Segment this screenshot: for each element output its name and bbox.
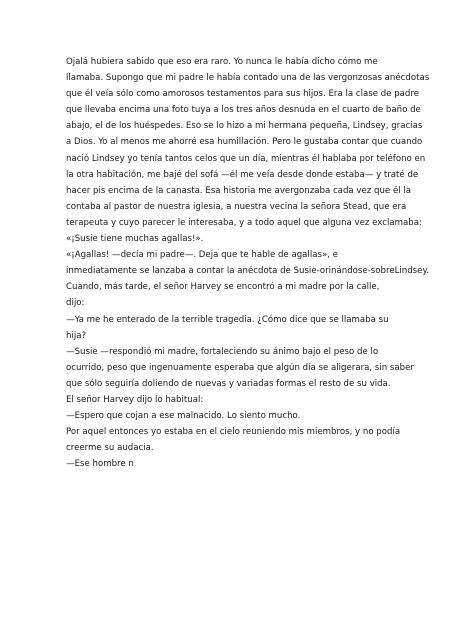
text-line: hacer pis encima de la canasta. Esa historia me avergonzaba cada vez que él la — [66, 185, 412, 196]
text-line: Ojalá hubiera sabido que eso era raro. Yo nunca le había dicho cómo me — [66, 57, 378, 67]
text-line: que llevaba encima una foto tuya a los tres años desnuda en el cuarto de baño de — [66, 105, 421, 116]
text-line: llamaba. Supongo que mi padre le había contado una de las vergonzosas anécdotas — [66, 73, 430, 84]
text-line: «¡Agallas! —decía mi padre—. Deja que te hable de agallas», e — [66, 250, 338, 261]
text-line: —Ese hombre n — [66, 459, 134, 470]
text-line: que él veía sólo como amorosos testamentos para sus hijos. Era la clase de padre — [66, 89, 420, 100]
text-line: —Ya me he enterado de la terrible tragedia. ¿Cómo dice que se llamaba su — [66, 314, 389, 325]
text-line: nació Lindsey yo tenía tantos celos que un día, mientras él hablaba por teléfono en — [66, 153, 426, 164]
text-line: a Dios. Yo al menos me ahorré esa humillación. Pero le gustaba contar que cuando — [66, 137, 423, 148]
text-line: dijo: — [66, 298, 85, 309]
text-line: terapeuta y cuyo parecer le interesaba, y a todo aquel que alguna vez exclamaba: — [66, 217, 422, 228]
text-line: «¡Susie tiene muchas agallas!». — [66, 234, 204, 245]
text-line: ocurrido, peso que ingenuamente esperaba que algún día se aligerara, sin saber — [66, 362, 414, 373]
text-line: contaba al pastor de nuestra iglesia, a nuestra vecina la señora Stead, que era — [66, 201, 407, 212]
text-line: Por aquel entonces yo estaba en el cielo reuniendo mis miembros, y no podía — [66, 427, 401, 438]
text-line: la otra habitación, me bajé del sofá —él me veía desde donde estaba— y traté de — [66, 169, 419, 180]
text-line: que sólo seguiría doliendo de nuevas y variadas formas el resto de su vida. — [66, 378, 391, 389]
text-line: hija? — [66, 330, 87, 341]
text-line: El señor Harvey dijo lo habitual: — [66, 394, 204, 405]
text-line: —Espero que cojan a ese malnacido. Lo siento mucho. — [66, 411, 301, 422]
text-line: Cuando, más tarde, el señor Harvey se encontró a mi madre por la calle, — [66, 282, 380, 293]
text-line: inmediatamente se lanzaba a contar la anécdota de Susie-orinándose-sobreLindsey. — [66, 266, 430, 277]
text-line: abajo, el de los huéspedes. Eso se lo hizo a mi hermana pequeña, Lindsey, gracias — [66, 121, 423, 132]
text-line: —Susie —respondió mi madre, fortaleciendo su ánimo bajo el peso de lo — [66, 346, 379, 357]
text-line: creerme su audacia. — [66, 443, 154, 454]
